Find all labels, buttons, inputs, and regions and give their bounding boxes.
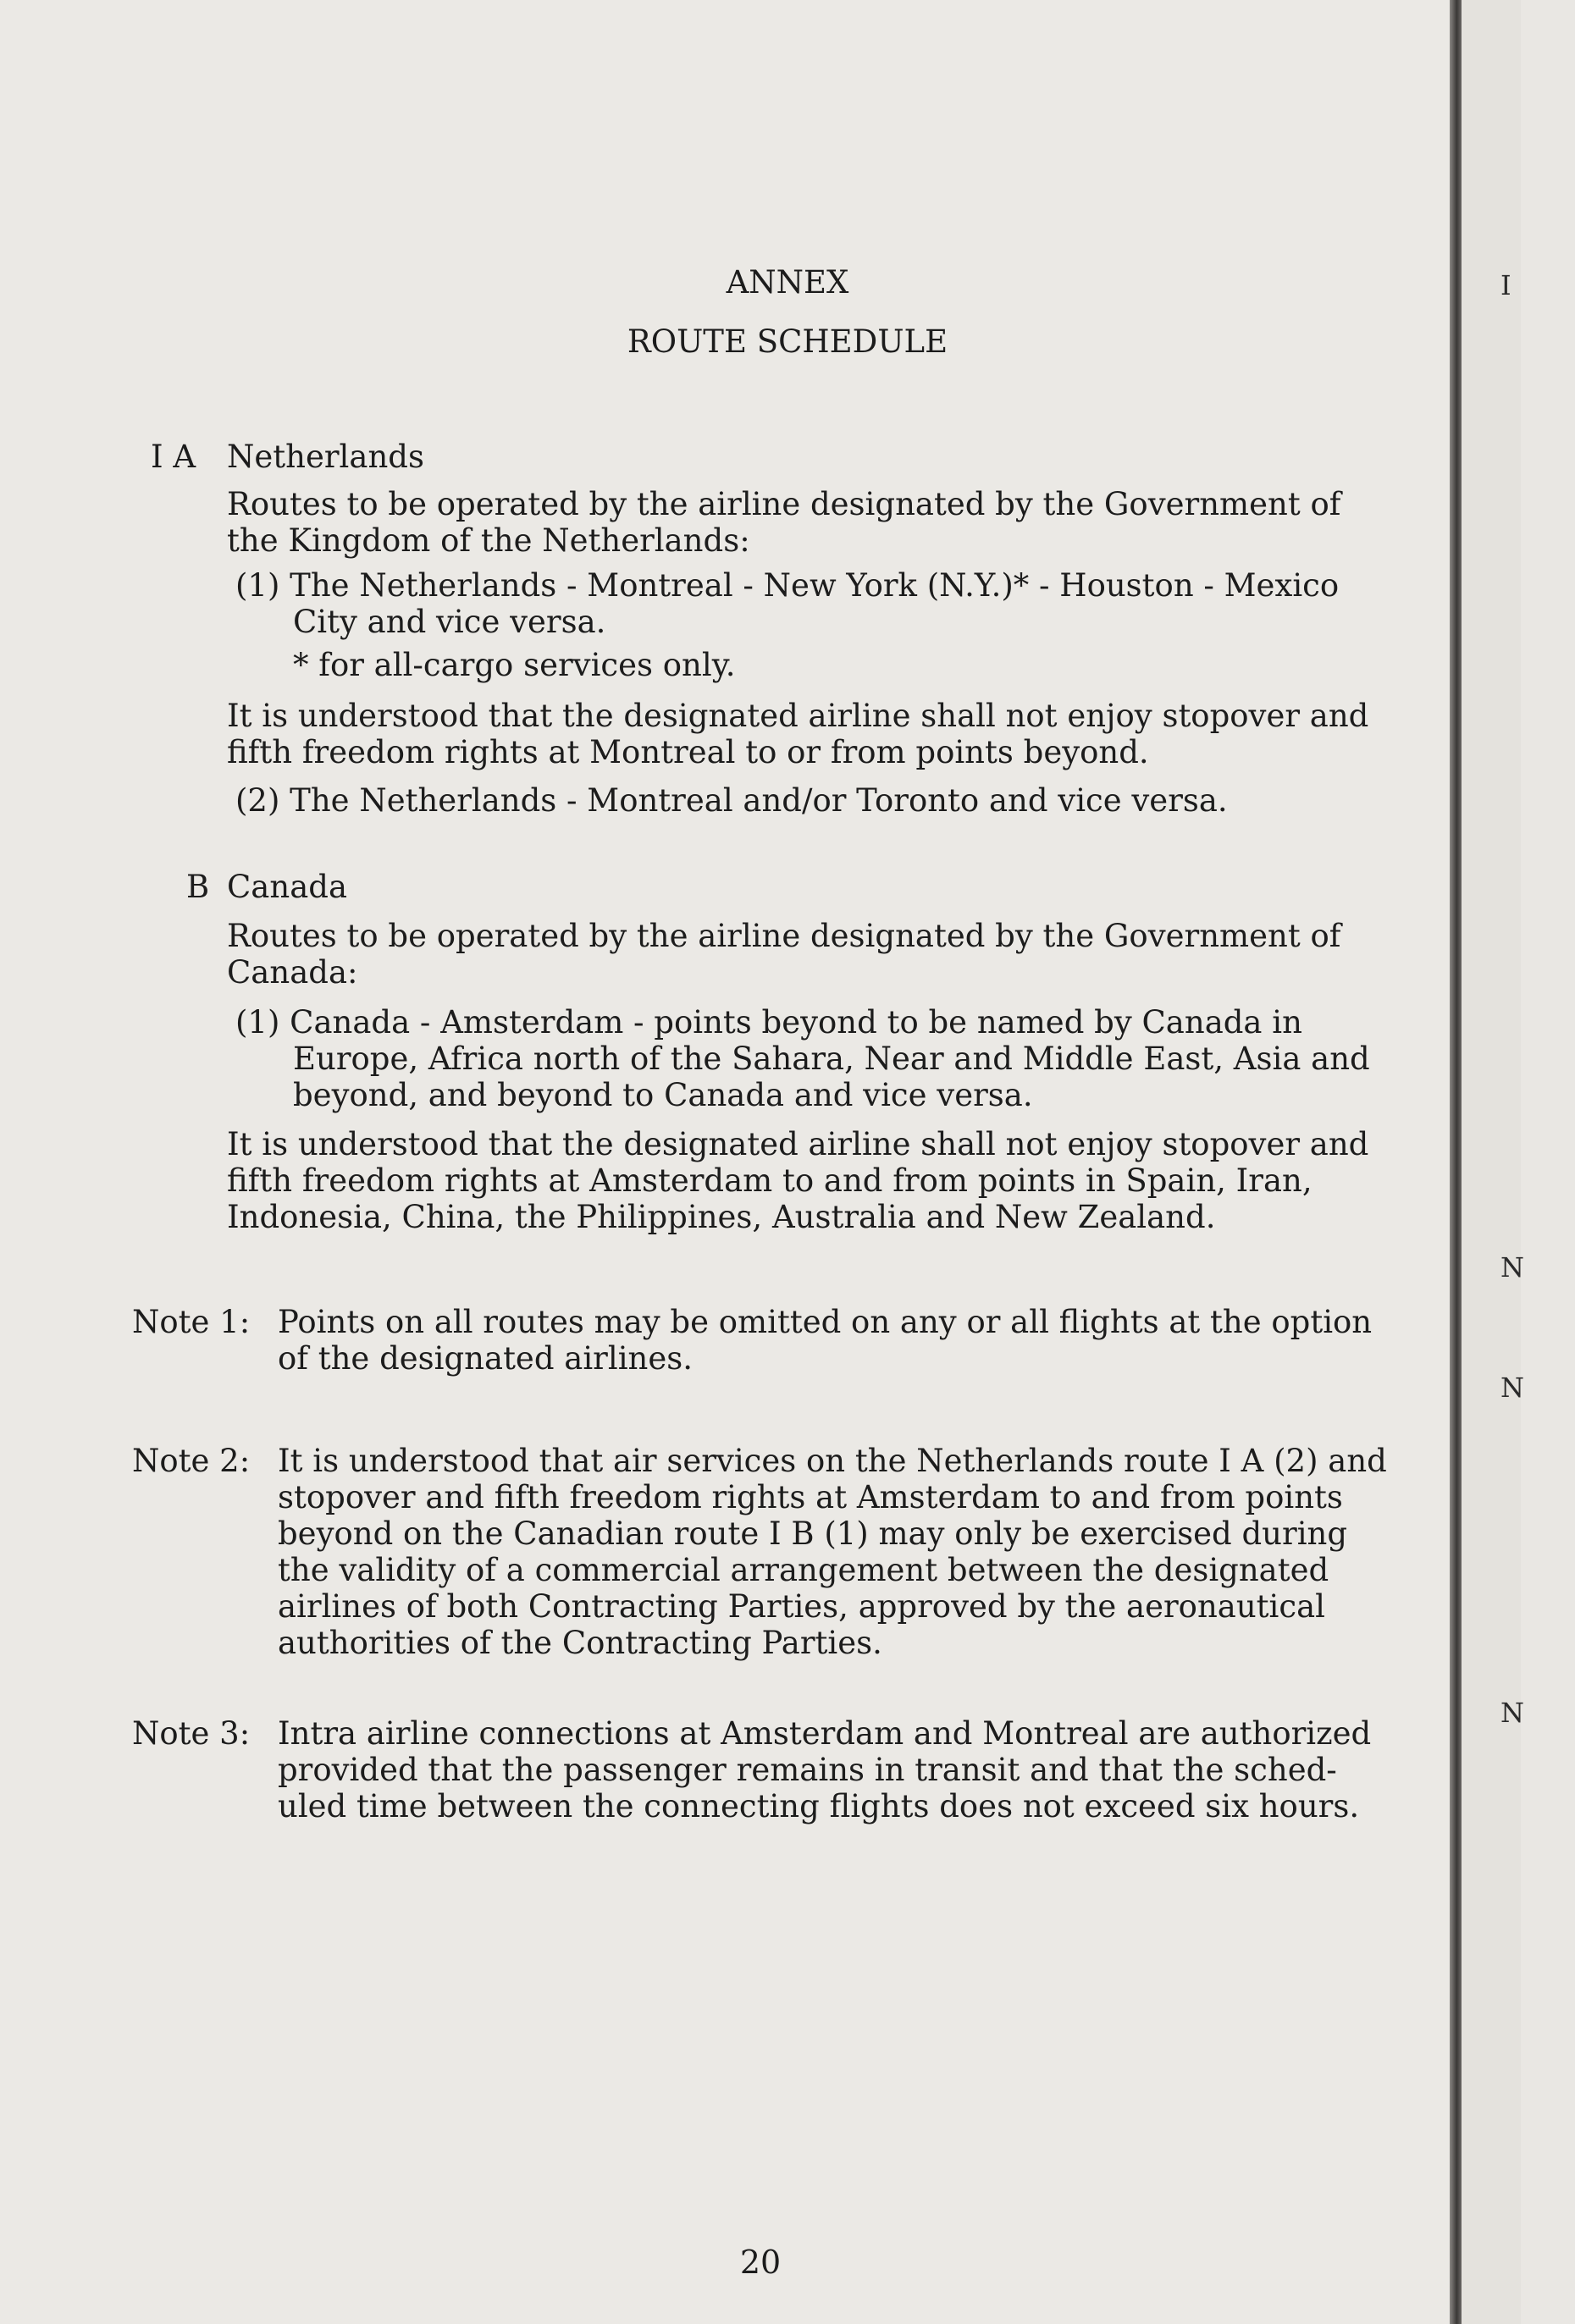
section-b-route-1-line-1: (1) Canada - Amsterdam - points beyond to be named by Canada in bbox=[235, 1004, 1302, 1041]
section-a-intro-line-1: Routes to be operated by the airline designated by the Government of bbox=[227, 486, 1341, 522]
section-b-understood-line-3: Indonesia, China, the Philippines, Australia and New Zealand. bbox=[227, 1199, 1216, 1235]
section-b-intro-line-2: Canada: bbox=[227, 954, 358, 991]
note-3-line-2: provided that the passenger remains in transit and that the sched- bbox=[278, 1752, 1337, 1788]
section-a-label: I A bbox=[151, 439, 196, 475]
section-a-heading: Netherlands bbox=[227, 439, 424, 475]
section-a-route-1-line-2: City and vice versa. bbox=[293, 604, 606, 640]
note-2-line-3: beyond on the Canadian route I B (1) may only be exercised during bbox=[278, 1515, 1348, 1552]
note-2-line-5: airlines of both Contracting Parties, approved by the aeronautical bbox=[278, 1588, 1325, 1625]
route-schedule-title: ROUTE SCHEDULE bbox=[627, 323, 948, 360]
section-b-route-1-line-2: Europe, Africa north of the Sahara, Near and Middle East, Asia and bbox=[293, 1041, 1370, 1077]
section-a-intro-line-2: the Kingdom of the Netherlands: bbox=[227, 522, 750, 559]
note-2-label: Note 2: bbox=[132, 1443, 251, 1479]
adjacent-page-letter: N bbox=[1500, 1697, 1524, 1729]
note-2-line-4: the validity of a commercial arrangement between the designated bbox=[278, 1552, 1329, 1588]
section-b-label: B bbox=[186, 869, 210, 905]
note-1-label: Note 1: bbox=[132, 1304, 251, 1340]
adjacent-page-letter: N bbox=[1500, 1251, 1524, 1283]
adjacent-page-letter: I bbox=[1500, 269, 1511, 301]
section-b-intro-line-1: Routes to be operated by the airline designated by the Government of bbox=[227, 918, 1341, 954]
section-b-understood-line-1: It is understood that the designated airline shall not enjoy stopover and bbox=[227, 1126, 1369, 1162]
adjacent-page-letter: N bbox=[1500, 1372, 1524, 1404]
note-2-line-6: authorities of the Contracting Parties. bbox=[278, 1625, 882, 1661]
book-gutter bbox=[1450, 0, 1462, 2324]
section-a-understood-line-1: It is understood that the designated airline shall not enjoy stopover and bbox=[227, 698, 1369, 734]
section-b-heading: Canada bbox=[227, 869, 348, 905]
section-b-understood-line-2: fifth freedom rights at Amsterdam to and from points in Spain, Iran, bbox=[227, 1162, 1312, 1199]
section-a-route-2: (2) The Netherlands - Montreal and/or Toronto and vice versa. bbox=[235, 782, 1228, 819]
note-3-line-3: uled time between the connecting flights does not exceed six hours. bbox=[278, 1788, 1360, 1824]
section-a-route-1-line-1: (1) The Netherlands - Montreal - New York (N.Y.)* - Houston - Mexico bbox=[235, 567, 1340, 604]
note-1-line-2: of the designated airlines. bbox=[278, 1340, 693, 1377]
note-2-line-1: It is understood that air services on the Netherlands route I A (2) and bbox=[278, 1443, 1387, 1479]
annex-heading: ANNEX bbox=[726, 264, 849, 301]
note-3-label: Note 3: bbox=[132, 1715, 251, 1752]
page-number: 20 bbox=[739, 2244, 782, 2281]
section-b-route-1-line-3: beyond, and beyond to Canada and vice versa. bbox=[293, 1077, 1033, 1113]
section-a-understood-line-2: fifth freedom rights at Montreal to or from points beyond. bbox=[227, 734, 1149, 770]
note-1-line-1: Points on all routes may be omitted on any or all flights at the option bbox=[278, 1304, 1373, 1340]
adjacent-page-edge bbox=[1462, 0, 1524, 2324]
note-2-line-2: stopover and fifth freedom rights at Amsterdam to and from points bbox=[278, 1479, 1343, 1515]
section-a-route-1-note: * for all-cargo services only. bbox=[293, 647, 736, 683]
note-3-line-1: Intra airline connections at Amsterdam and Montreal are authorized bbox=[278, 1715, 1372, 1752]
